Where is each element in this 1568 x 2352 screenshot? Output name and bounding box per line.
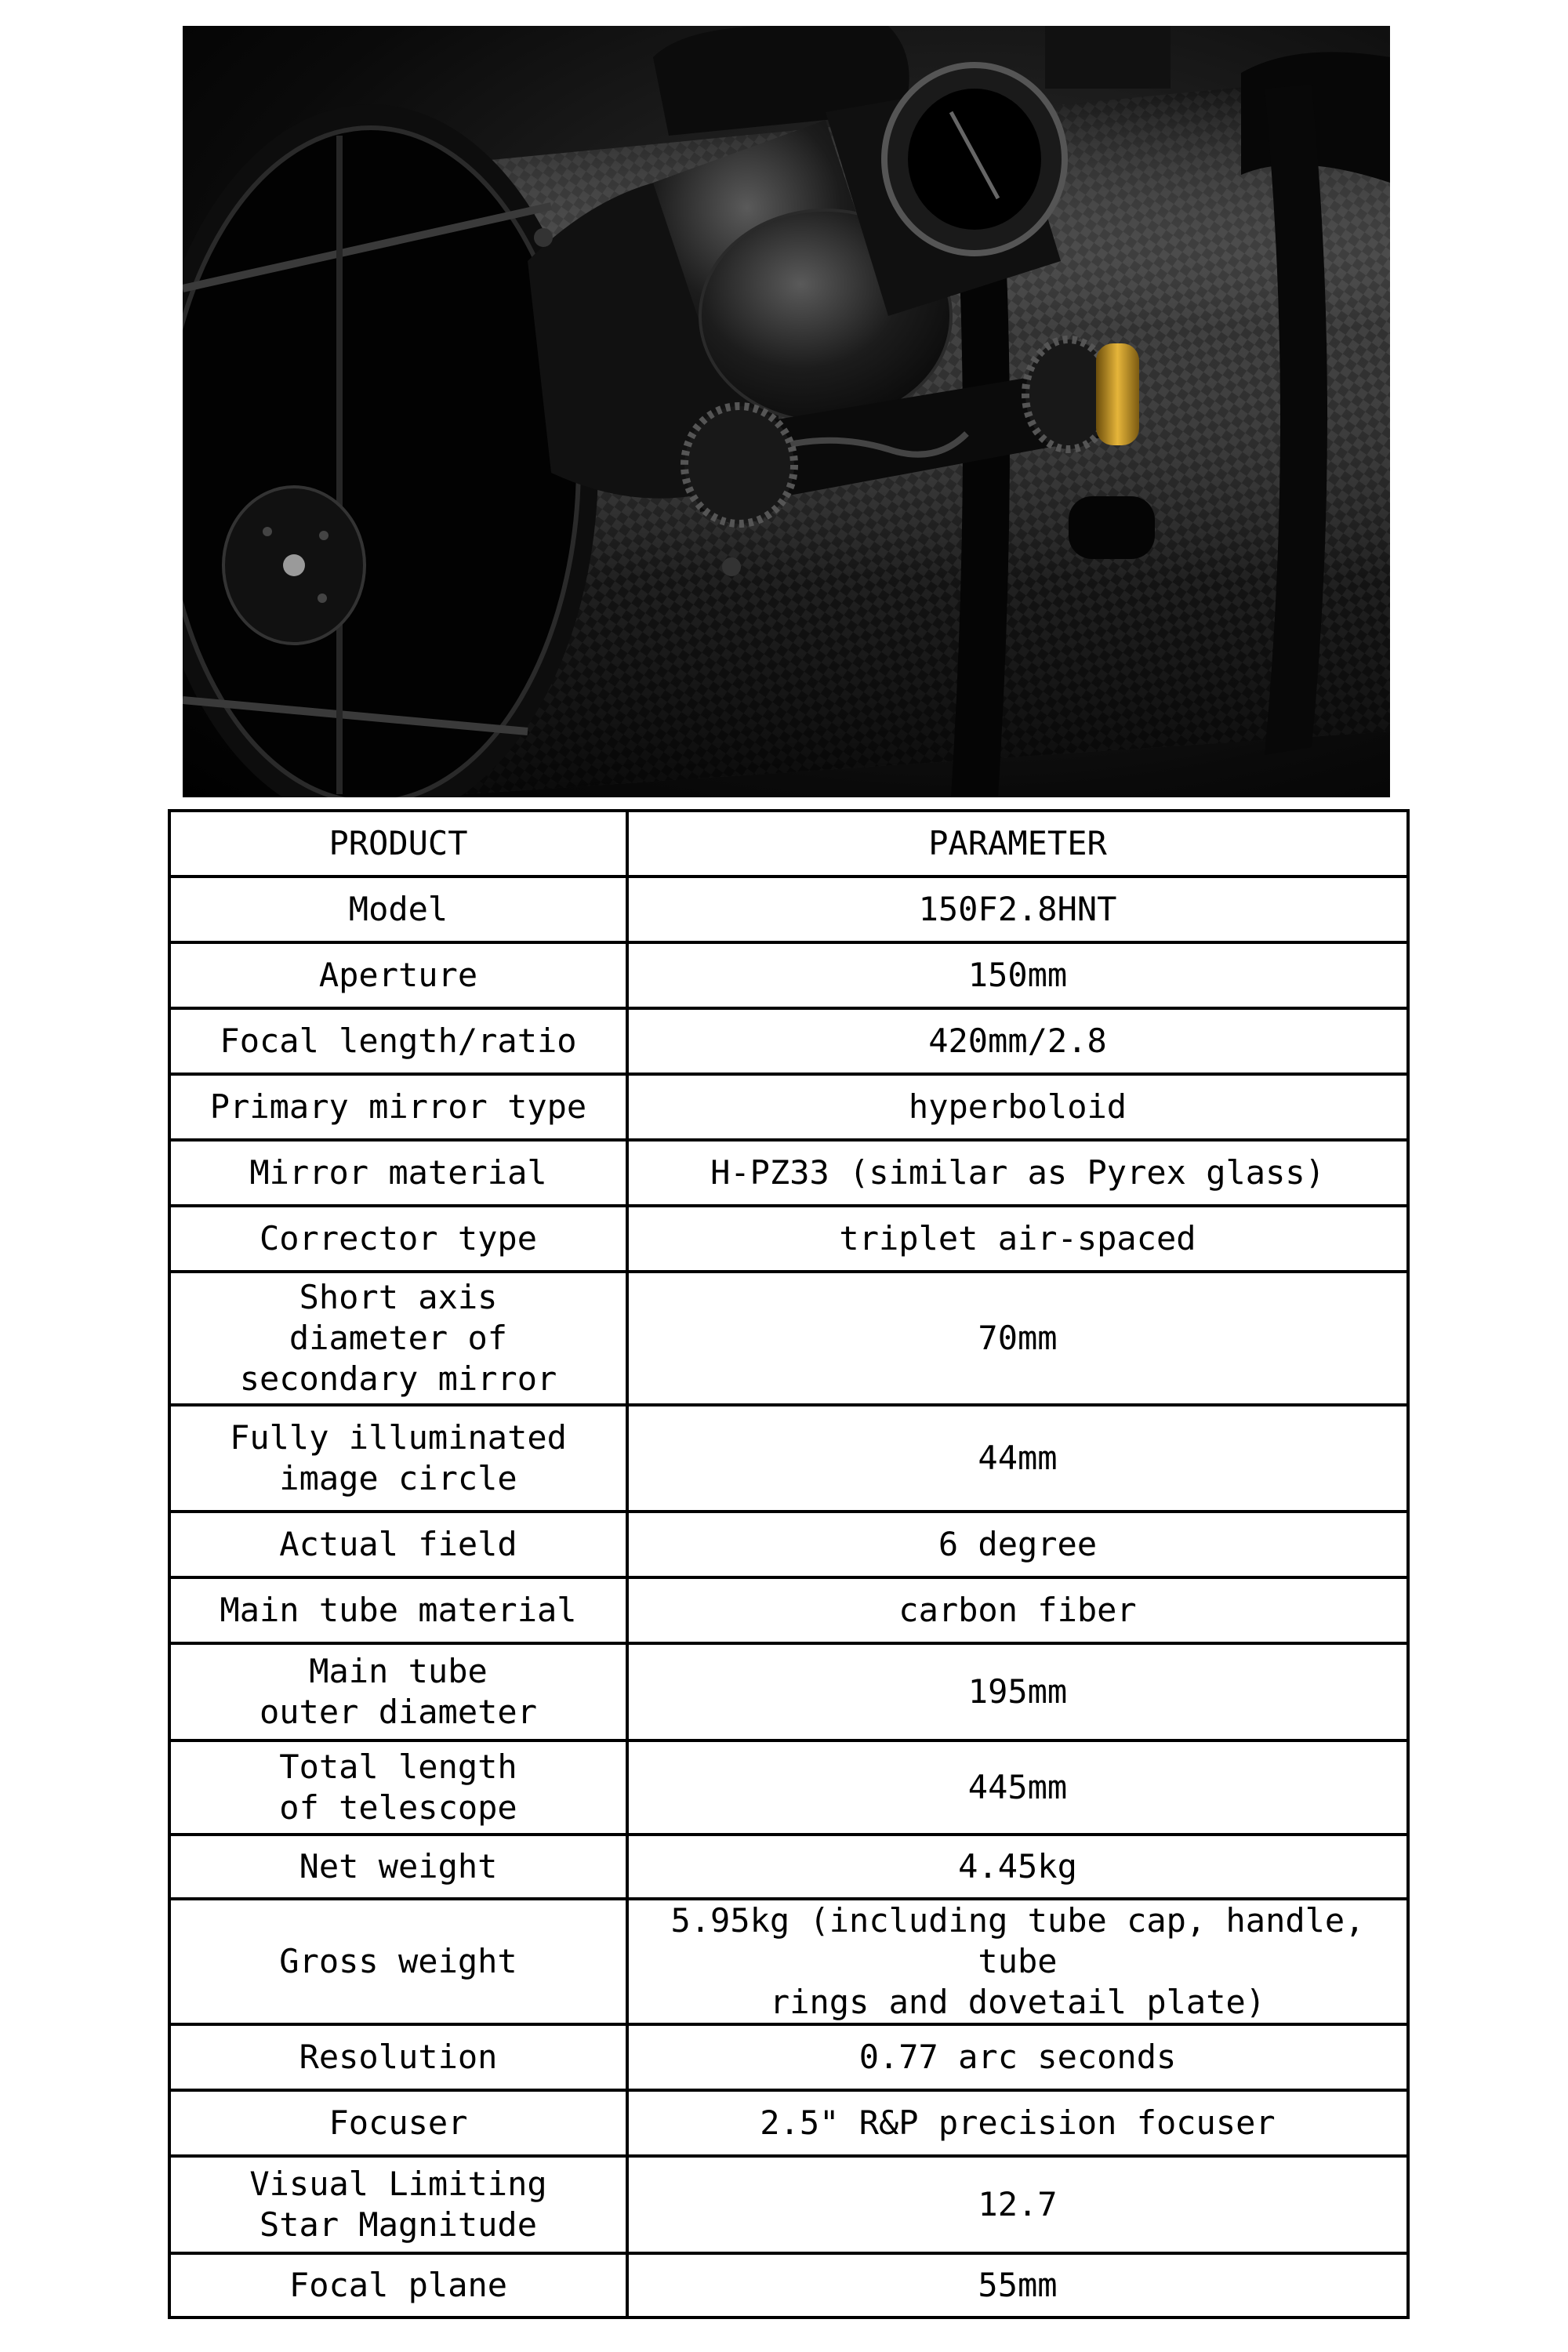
spec-value: 150mm bbox=[627, 942, 1408, 1008]
spec-value: triplet air-spaced bbox=[627, 1206, 1408, 1272]
spec-label: Main tube material bbox=[169, 1577, 627, 1643]
spec-label: Focal plane bbox=[169, 2253, 627, 2318]
spec-value: 4.45kg bbox=[627, 1835, 1408, 1899]
table-row bbox=[169, 877, 1408, 942]
spec-label: Visual Limiting Star Magnitude bbox=[169, 2156, 627, 2253]
table-row bbox=[169, 1272, 1408, 1405]
spec-value: 5.95kg (including tube cap, handle, tube rings and dovetail plate) bbox=[627, 1899, 1408, 2024]
spec-value: 44mm bbox=[627, 1405, 1408, 1512]
table-row bbox=[169, 2253, 1408, 2318]
table-row bbox=[169, 1899, 1408, 2024]
spec-value: 150F2.8HNT bbox=[627, 877, 1408, 942]
table-row bbox=[169, 1512, 1408, 1577]
header-product: PRODUCT bbox=[169, 811, 627, 877]
product-photo bbox=[183, 26, 1390, 797]
spec-value: 420mm/2.8 bbox=[627, 1008, 1408, 1074]
spec-value: 12.7 bbox=[627, 2156, 1408, 2253]
spec-label: Actual field bbox=[169, 1512, 627, 1577]
table-row bbox=[169, 2024, 1408, 2090]
spec-label: Corrector type bbox=[169, 1206, 627, 1272]
spec-label: Total length of telescope bbox=[169, 1740, 627, 1835]
spec-table bbox=[168, 809, 1410, 2319]
spec-value: 70mm bbox=[627, 1272, 1408, 1405]
spec-label: Main tube outer diameter bbox=[169, 1643, 627, 1740]
spec-value: 6 degree bbox=[627, 1512, 1408, 1577]
spec-label: Net weight bbox=[169, 1835, 627, 1899]
spec-label: Model bbox=[169, 877, 627, 942]
spec-label: Gross weight bbox=[169, 1899, 627, 2024]
spec-value: 445mm bbox=[627, 1740, 1408, 1835]
table-row bbox=[169, 1740, 1408, 1835]
table-row bbox=[169, 942, 1408, 1008]
spec-label: Fully illuminated image circle bbox=[169, 1405, 627, 1512]
table-row bbox=[169, 1835, 1408, 1899]
spec-label: Focuser bbox=[169, 2090, 627, 2156]
table-row bbox=[169, 1643, 1408, 1740]
table-row bbox=[169, 1577, 1408, 1643]
spec-label: Focal length/ratio bbox=[169, 1008, 627, 1074]
spec-value: 55mm bbox=[627, 2253, 1408, 2318]
table-row bbox=[169, 1140, 1408, 1206]
table-row bbox=[169, 1074, 1408, 1140]
table-header-row bbox=[169, 811, 1408, 877]
spec-label: Short axis diameter of secondary mirror bbox=[169, 1272, 627, 1405]
table-row bbox=[169, 1405, 1408, 1512]
spec-label: Mirror material bbox=[169, 1140, 627, 1206]
table-row bbox=[169, 1008, 1408, 1074]
table-row bbox=[169, 2090, 1408, 2156]
spec-value: 195mm bbox=[627, 1643, 1408, 1740]
spec-value: H-PZ33 (similar as Pyrex glass) bbox=[627, 1140, 1408, 1206]
table-row bbox=[169, 2156, 1408, 2253]
table-row bbox=[169, 1206, 1408, 1272]
spec-value: hyperboloid bbox=[627, 1074, 1408, 1140]
spec-value: 2.5" R&P precision focuser bbox=[627, 2090, 1408, 2156]
spec-value: carbon fiber bbox=[627, 1577, 1408, 1643]
spec-label: Primary mirror type bbox=[169, 1074, 627, 1140]
spec-label: Aperture bbox=[169, 942, 627, 1008]
spec-label: Resolution bbox=[169, 2024, 627, 2090]
header-parameter: PARAMETER bbox=[627, 811, 1408, 877]
spec-value: 0.77 arc seconds bbox=[627, 2024, 1408, 2090]
